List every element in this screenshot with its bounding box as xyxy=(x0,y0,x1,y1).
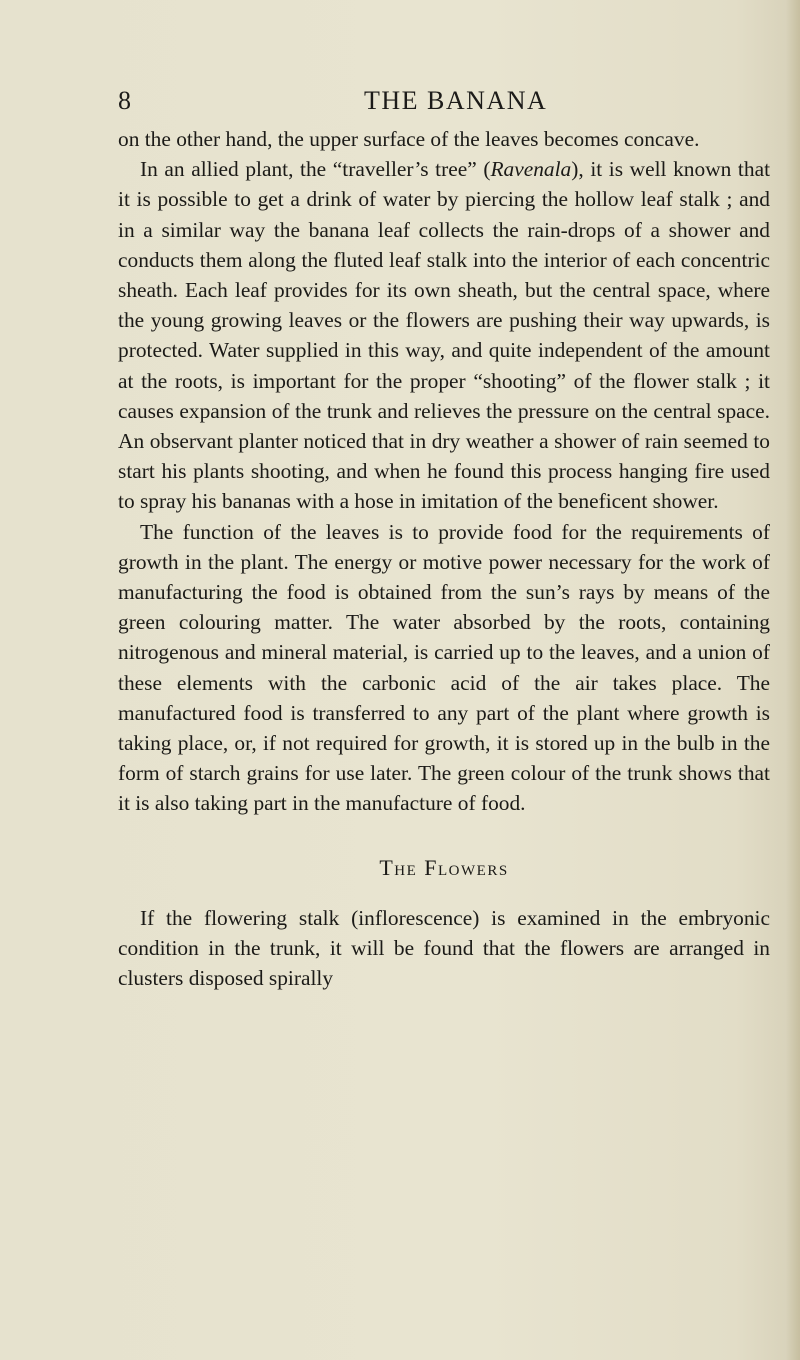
paragraph-travellers-tree xyxy=(118,154,770,516)
italic-plant-name: Ravenala xyxy=(490,157,572,182)
paragraph-flowers: If the flowering stalk (inflorescence) is examined in the embryonic condition in the trunk, it will be found that the flowers are arranged in clusters disposed spirally xyxy=(118,905,770,991)
page-number: 8 xyxy=(118,86,131,115)
paragraph-text-start: In an allied plant, the “traveller’s tree” ( xyxy=(140,157,491,182)
paragraph-leaf-function: The function of the leaves is to provide food for the requirements of growth in the plant. The energy or motive power necessary for the work of manufacturing the food is obtained from the sun’s rays by means of the green colouring matter. The water absorbed by the roots, containing nitrogenous and mineral material, is carried up to the leaves, and a union of these elements with the carbonic acid of the air takes place. The manufactured food is transferred to any part of the plant where growth is taking place, or, if not required for growth, it is stored up in the bulb in the form of starch grains for use later. The green colour of the trunk shows that it is also taking part in the manufacture of food. xyxy=(118,519,770,816)
paragraph-text-rest: ), it is well known that it is possible to get a drink of water by piercing the hollow leaf stalk ; and in a similar way the banana leaf collects the rain-drops of a shower and conducts them along the fluted leaf stalk into the interior of each concentric sheath. Each leaf provides for its own sheath, but the central space, where the young growing leaves or the flowers are pushing their way upwards, is protected. Water supplied in this way, and quite independent of the amount at the roots, is important for the proper “shooting” of the flower stalk ; it causes expansion of the trunk and relieves the pressure on the central space. An observant planter noticed that in dry weather a shower of rain seemed to start his plants shooting, and when he found this process hanging fire used to spray his bananas with a hose in imitation of the beneficent shower. xyxy=(118,157,771,514)
page-edge-shadow xyxy=(786,0,800,1360)
paragraph-continued: on the other hand, the upper surface of the leaves becomes concave. xyxy=(118,127,700,151)
running-title: THE BANANA xyxy=(364,86,548,115)
running-header xyxy=(118,86,788,122)
body-text xyxy=(118,124,770,993)
section-heading: The Flowers xyxy=(379,854,509,880)
